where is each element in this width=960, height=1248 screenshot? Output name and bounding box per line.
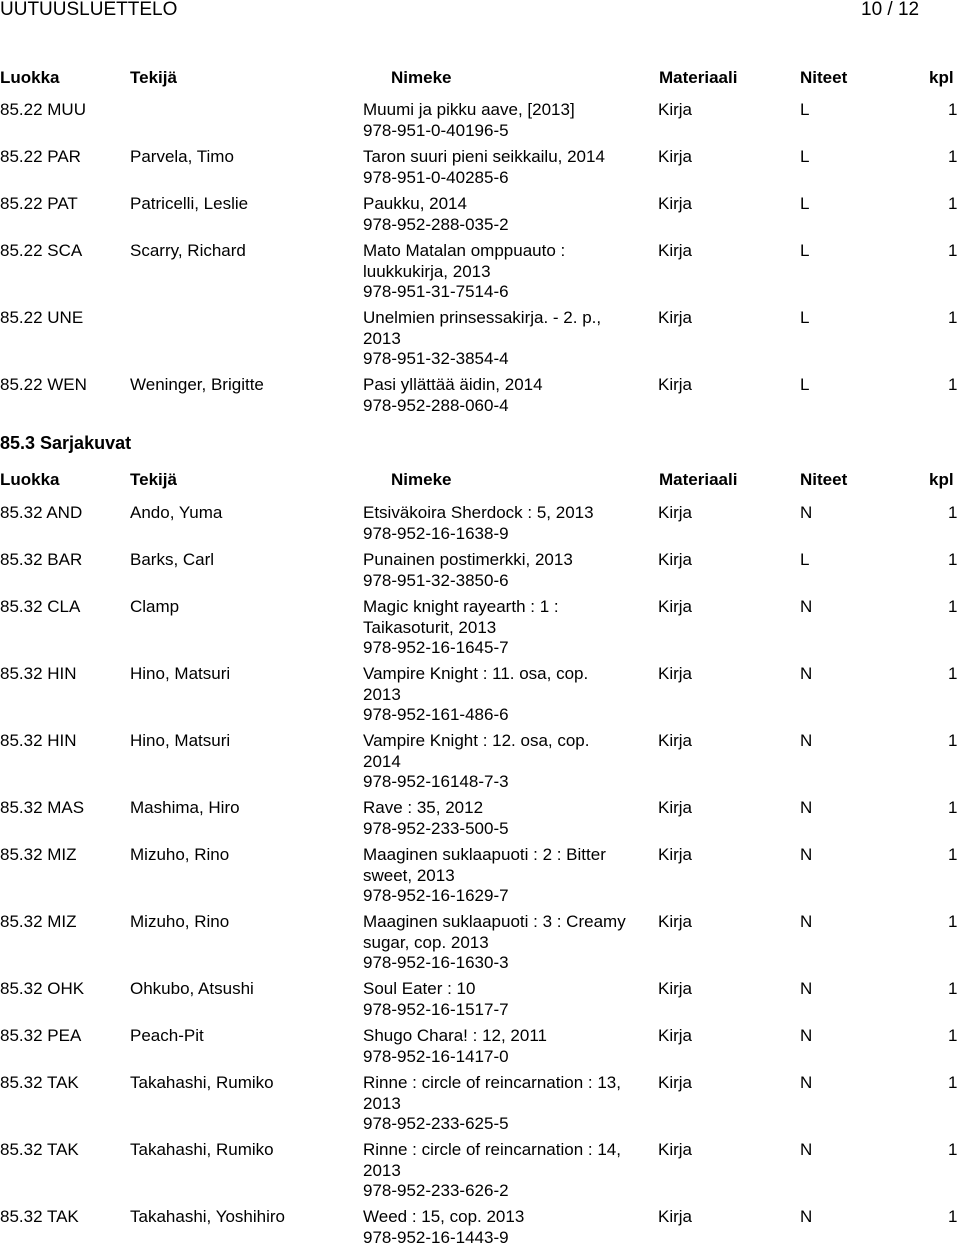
column-header-row	[0, 469, 960, 491]
entry-class: 85.22 MUU	[0, 100, 86, 119]
entry-class: 85.32 MAS	[0, 798, 85, 817]
entry-title: Soul Eater : 10 978-952-16-1517-7	[363, 979, 509, 1019]
entry-quantity: 1	[948, 308, 958, 327]
entry-class: 85.22 WEN	[0, 375, 87, 394]
entry-quantity: 1	[948, 1207, 958, 1226]
entry-quantity: 1	[948, 147, 958, 166]
entry-class: 85.32 TAK	[0, 1207, 79, 1226]
entry-quantity: 1	[948, 1140, 958, 1159]
entry-title: Unelmien prinsessakirja. - 2. p., 2013 978-951-32-3854-4	[363, 308, 602, 368]
entry-title: Etsiväkoira Sherdock : 5, 2013 978-952-16-1638-9	[363, 503, 594, 543]
entry-copies-note: L	[800, 375, 810, 394]
entry-copies-note: N	[800, 1140, 813, 1159]
section-title: 85.3 Sarjakuvat	[0, 433, 132, 453]
column-header-kpl: kpl	[929, 68, 954, 87]
entry-author: Clamp	[130, 597, 180, 616]
entry-author: Takahashi, Rumiko	[130, 1140, 274, 1159]
entry-title: Shugo Chara! : 12, 2011 978-952-16-1417-0	[363, 1026, 547, 1066]
entry-class: 85.32 TAK	[0, 1140, 79, 1159]
entry-class: 85.32 TAK	[0, 1073, 79, 1092]
entry-title: Pasi yllättää äidin, 2014 978-952-288-060-4	[363, 375, 543, 415]
entry-author: Patricelli, Leslie	[130, 194, 249, 213]
entry-material: Kirja	[658, 375, 693, 394]
entry-class: 85.32 PEA	[0, 1026, 82, 1045]
entry-material: Kirja	[658, 1073, 693, 1092]
entry-copies-note: N	[800, 731, 813, 750]
entry-quantity: 1	[948, 100, 958, 119]
entry-class: 85.32 HIN	[0, 664, 77, 683]
column-header-niteet: Niteet	[800, 68, 848, 87]
entry-copies-note: N	[800, 664, 813, 683]
entry-quantity: 1	[948, 597, 958, 616]
entry-title: Vampire Knight : 12. osa, cop. 2014 978-952-16148-7-3	[363, 731, 590, 791]
entry-copies-note: L	[800, 241, 810, 260]
column-header-luokka: Luokka	[0, 68, 60, 87]
document-title: UUTUUSLUETTELO	[0, 0, 178, 20]
entry-copies-note: N	[800, 845, 813, 864]
entry-quantity: 1	[948, 241, 958, 260]
entry-class: 85.32 MIZ	[0, 912, 77, 931]
entry-material: Kirja	[658, 550, 693, 569]
entry-title: Weed : 15, cop. 2013 978-952-16-1443-9	[363, 1207, 525, 1247]
entry-title: Rinne : circle of reincarnation : 13, 2013 978-952-233-625-5	[363, 1073, 621, 1133]
entry-class: 85.32 HIN	[0, 731, 77, 750]
entry-copies-note: L	[800, 308, 810, 327]
entry-copies-note: L	[800, 100, 810, 119]
entry-quantity: 1	[948, 1026, 958, 1045]
column-header-tekija: Tekijä	[130, 68, 177, 87]
entry-class: 85.32 BAR	[0, 550, 83, 569]
entry-title: Maaginen suklaapuoti : 3 : Creamy sugar, cop. 2013 978-952-16-1630-3	[363, 912, 626, 972]
entry-class: 85.22 UNE	[0, 308, 84, 327]
entry-title: Magic knight rayearth : 1 : Taikasoturit, 2013 978-952-16-1645-7	[363, 597, 559, 657]
entry-quantity: 1	[948, 798, 958, 817]
entry-author: Takahashi, Rumiko	[130, 1073, 274, 1092]
entry-material: Kirja	[658, 100, 693, 119]
column-header-nimeke: Nimeke	[391, 470, 452, 489]
entry-title: Rave : 35, 2012 978-952-233-500-5	[363, 798, 509, 838]
entry-material: Kirja	[658, 308, 693, 327]
entry-author: Barks, Carl	[130, 550, 215, 569]
entry-author: Hino, Matsuri	[130, 664, 231, 683]
entry-copies-note: N	[800, 1207, 813, 1226]
column-header-materiaali: Materiaali	[659, 470, 738, 489]
entry-quantity: 1	[948, 912, 958, 931]
column-header-luokka: Luokka	[0, 470, 60, 489]
entry-copies-note: N	[800, 597, 813, 616]
entry-author: Mizuho, Rino	[130, 845, 230, 864]
entry-copies-note: L	[800, 550, 810, 569]
entry-author: Mashima, Hiro	[130, 798, 240, 817]
entry-copies-note: N	[800, 1026, 813, 1045]
entry-class: 85.22 PAR	[0, 147, 81, 166]
entry-material: Kirja	[658, 1140, 693, 1159]
entry-class: 85.32 CLA	[0, 597, 81, 616]
entry-title: Muumi ja pikku aave, [2013] 978-951-0-40196-5	[363, 100, 575, 140]
entry-material: Kirja	[658, 979, 693, 998]
entry-material: Kirja	[658, 845, 693, 864]
document-header	[0, 0, 960, 24]
entry-quantity: 1	[948, 664, 958, 683]
entry-author: Scarry, Richard	[130, 241, 246, 260]
entry-copies-note: L	[800, 194, 810, 213]
entry-quantity: 1	[948, 550, 958, 569]
entry-author: Mizuho, Rino	[130, 912, 230, 931]
column-header-nimeke: Nimeke	[391, 68, 452, 87]
entry-author: Ando, Yuma	[130, 503, 223, 522]
column-header-kpl: kpl	[929, 470, 954, 489]
entry-title: Maaginen suklaapuoti : 2 : Bitter sweet, 2013 978-952-16-1629-7	[363, 845, 606, 905]
entry-copies-note: N	[800, 979, 813, 998]
entry-author: Ohkubo, Atsushi	[130, 979, 254, 998]
entry-material: Kirja	[658, 1026, 693, 1045]
entry-material: Kirja	[658, 1207, 693, 1226]
entry-material: Kirja	[658, 194, 693, 213]
entry-copies-note: N	[800, 503, 813, 522]
entry-author: Parvela, Timo	[130, 147, 234, 166]
entry-copies-note: L	[800, 147, 810, 166]
entry-material: Kirja	[658, 731, 693, 750]
page-number: 10 / 12	[861, 0, 920, 20]
entry-author: Weninger, Brigitte	[130, 375, 264, 394]
column-header-row	[0, 67, 960, 89]
entry-material: Kirja	[658, 597, 693, 616]
entry-title: Paukku, 2014 978-952-288-035-2	[363, 194, 509, 234]
entry-material: Kirja	[658, 664, 693, 683]
column-header-materiaali: Materiaali	[659, 68, 738, 87]
entry-quantity: 1	[948, 194, 958, 213]
entry-material: Kirja	[658, 798, 693, 817]
entry-author: Takahashi, Yoshihiro	[130, 1207, 286, 1226]
entry-class: 85.22 PAT	[0, 194, 78, 213]
entry-quantity: 1	[948, 1073, 958, 1092]
entry-material: Kirja	[658, 147, 693, 166]
column-header-tekija: Tekijä	[130, 470, 177, 489]
entry-author: Hino, Matsuri	[130, 731, 231, 750]
entry-quantity: 1	[948, 979, 958, 998]
entry-material: Kirja	[658, 241, 693, 260]
entry-author: Peach-Pit	[130, 1026, 204, 1045]
entry-copies-note: N	[800, 912, 813, 931]
column-header-niteet: Niteet	[800, 470, 848, 489]
entry-material: Kirja	[658, 912, 693, 931]
entry-class: 85.32 MIZ	[0, 845, 77, 864]
entry-material: Kirja	[658, 503, 693, 522]
entry-quantity: 1	[948, 845, 958, 864]
entry-quantity: 1	[948, 731, 958, 750]
entry-copies-note: N	[800, 798, 813, 817]
entry-class: 85.32 AND	[0, 503, 83, 522]
entry-title: Punainen postimerkki, 2013 978-951-32-3850-6	[363, 550, 573, 590]
entry-title: Vampire Knight : 11. osa, cop. 2013 978-952-161-486-6	[363, 664, 589, 724]
entry-copies-note: N	[800, 1073, 813, 1092]
entry-quantity: 1	[948, 375, 958, 394]
entry-class: 85.22 SCA	[0, 241, 83, 260]
entry-title: Taron suuri pieni seikkailu, 2014 978-951-0-40285-6	[363, 147, 605, 187]
entry-class: 85.32 OHK	[0, 979, 85, 998]
entry-title: Mato Matalan omppuauto : luukkukirja, 2013 978-951-31-7514-6	[363, 241, 566, 301]
entry-title: Rinne : circle of reincarnation : 14, 2013 978-952-233-626-2	[363, 1140, 621, 1200]
entry-quantity: 1	[948, 503, 958, 522]
